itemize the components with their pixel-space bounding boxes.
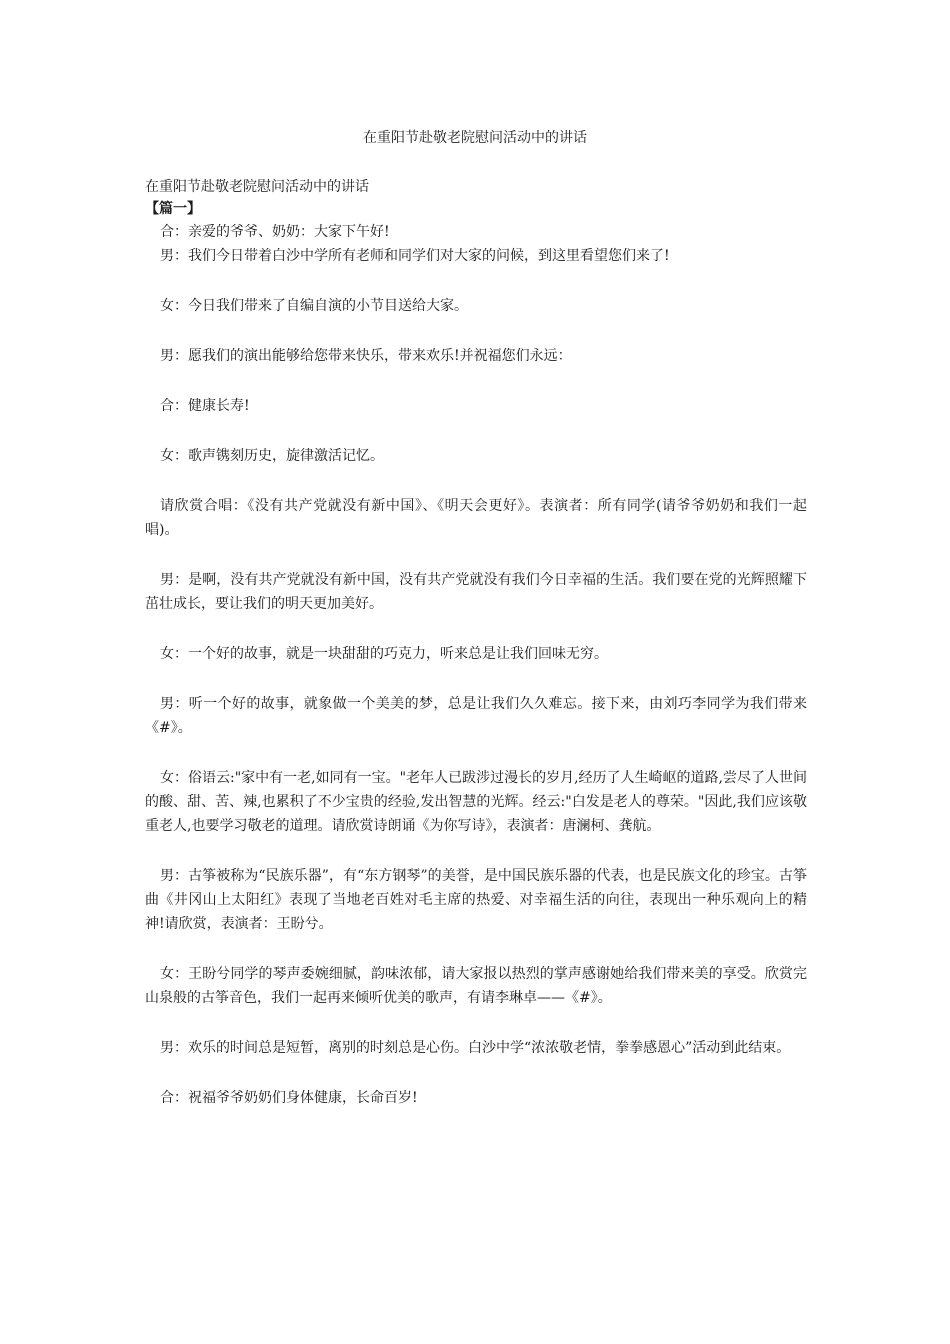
- document-title: 在重阳节赴敬老院慰问活动中的讲话: [363, 130, 587, 146]
- paragraph: 男：古筝被称为“民族乐器”，有“东方钢琴”的美誉，是中国民族乐器的代表，也是民族文化的珍宝。古筝曲《井冈山上太阳红》表现了当地老百姓对毛主席的热爱、对幸福生活的向往，表现出一种乐观向上的精神!请欣赏，表演者：王盼兮。: [145, 868, 807, 932]
- paragraph: 合：亲爱的爷爷、奶奶：大家下午好!: [160, 224, 390, 240]
- paragraph: 女：今日我们带来了自编自演的小节目送给大家。: [160, 298, 468, 314]
- paragraph: 女：歌声镌刻历史，旋律激活记忆。: [160, 448, 384, 464]
- section-label: 【篇一】: [145, 201, 201, 217]
- paragraph: 女：王盼兮同学的琴声委婉细腻，韵味浓郁，请大家报以热烈的掌声感谢她给我们带来美的享受。欣赏完山泉般的古筝音色，我们一起再来倾听优美的歌声，有请李琳卓——《#》。: [145, 966, 807, 1006]
- paragraph: 女：俗语云:"家中有一老,如同有一宝。"老年人已跋涉过漫长的岁月,经历了人生崎岖的道路,尝尽了人世间的酸、甜、苦、辣,也累积了不少宝贵的经验,发出智慧的光辉。经云:"白发是老人的尊荣。"因此,我们应该敬重老人,也要学习敬老的道理。请欣赏诗朗诵《为你写诗》，表演者：唐澜柯、龚航。: [145, 770, 807, 834]
- document-subtitle: 在重阳节赴敬老院慰问活动中的讲话: [145, 179, 369, 195]
- paragraph: 男：欢乐的时间总是短暂，离别的时刻总是心伤。白沙中学“浓浓敬老情，拳拳感恩心”活动到此结束。: [160, 1040, 791, 1056]
- paragraph: 男：是啊，没有共产党就没有新中国，没有共产党就没有我们今日幸福的生活。我们要在党的光辉照耀下茁壮成长，要让我们的明天更加美好。: [145, 572, 807, 612]
- document-body: [145, 176, 807, 1110]
- paragraph: 女：一个好的故事，就是一块甜甜的巧克力，听来总是让我们回味无穷。: [160, 646, 608, 662]
- paragraph: 请欣赏合唱：《没有共产党就没有新中国》、《明天会更好》。表演者：所有同学(请爷爷奶奶和我们一起唱)。: [145, 498, 807, 538]
- paragraph: 男：愿我们的演出能够给您带来快乐，带来欢乐!并祝福您们永远：: [160, 348, 572, 364]
- paragraph: 男：听一个好的故事，就象做一个美美的梦，总是让我们久久难忘。接下来，由刘巧李同学为我们带来《#》。: [145, 696, 807, 736]
- paragraph: 合：健康长寿!: [160, 398, 250, 414]
- paragraph: 男：我们今日带着白沙中学所有老师和同学们对大家的问候，到这里看望您们来了!: [160, 248, 670, 264]
- paragraph: 合：祝福爷爷奶奶们身体健康，长命百岁!: [160, 1090, 418, 1106]
